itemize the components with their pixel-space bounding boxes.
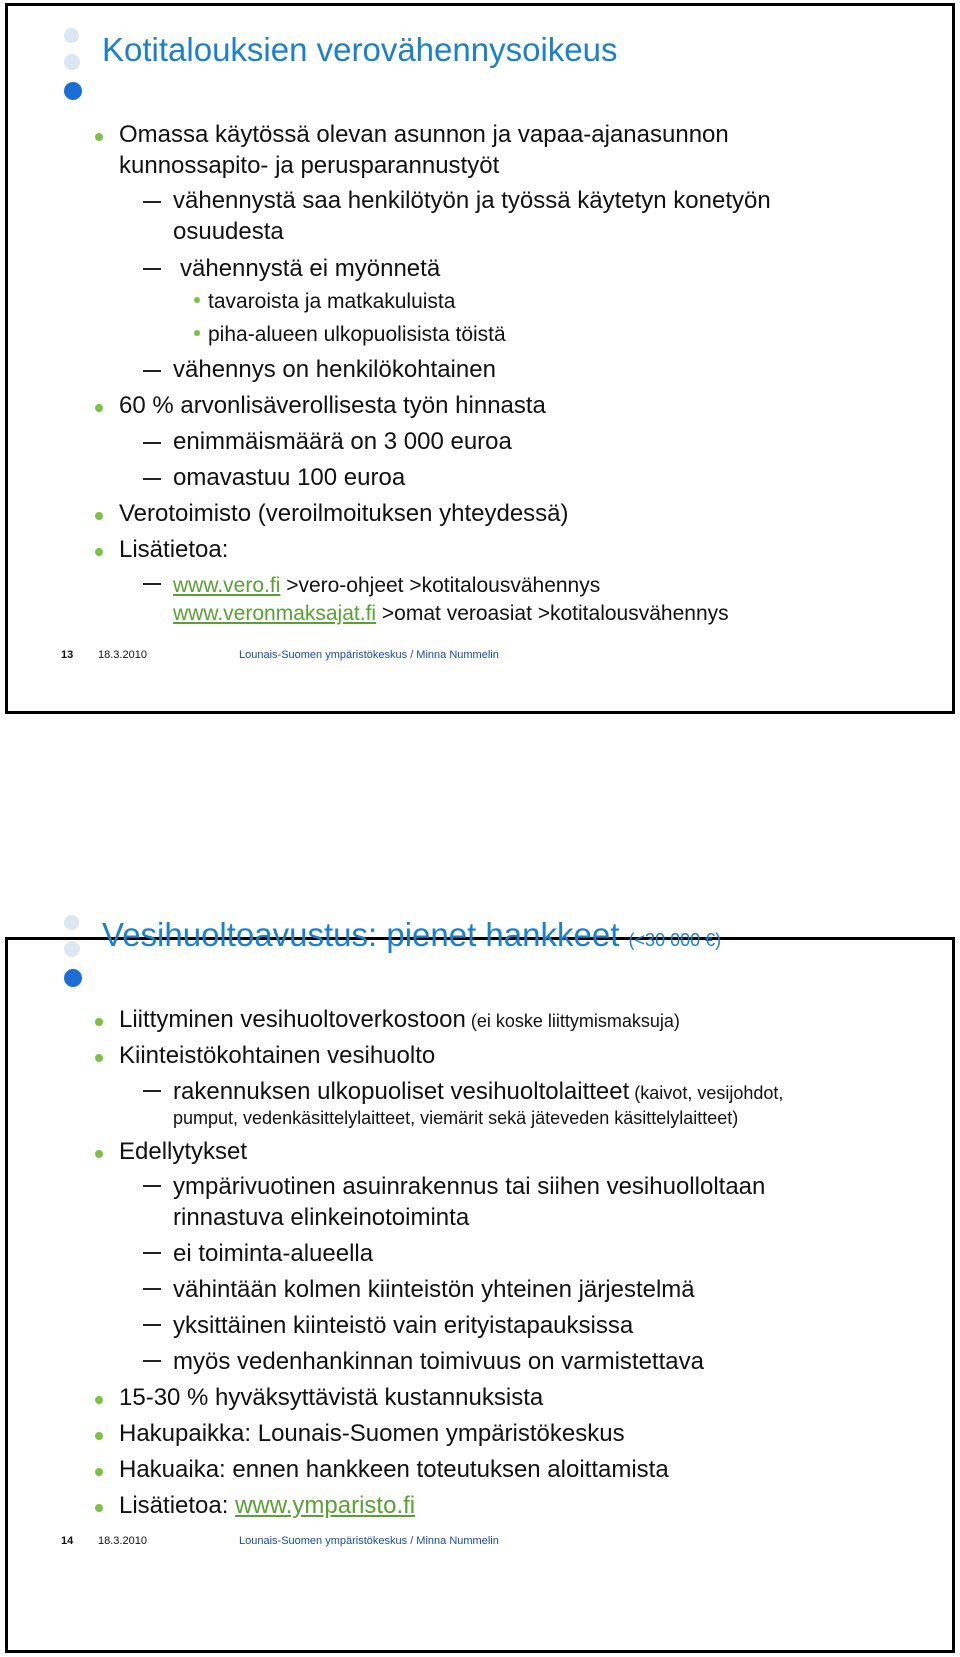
list-item: Verotoimisto (veroilmoituksen yhteydessä)	[119, 500, 569, 527]
list-item: Edellytykset	[119, 1138, 248, 1165]
slide-title	[102, 916, 721, 954]
list-item: vähennystä ei myönnetä	[180, 255, 441, 282]
link-veronmaksajat[interactable]: www.veronmaksajat.fi	[173, 602, 377, 625]
title-small: (<30 000 €)	[628, 930, 722, 950]
dash-icon	[143, 1185, 161, 1187]
dash-icon	[143, 268, 161, 270]
list-item: Hakupaikka: Lounais-Suomen ympäristökeskus	[119, 1420, 625, 1447]
dash-icon	[143, 370, 161, 372]
dash-icon	[143, 478, 161, 480]
bullet-icon	[95, 1018, 103, 1026]
bullet-icon	[95, 1468, 103, 1476]
list-item: kunnossapito- ja perusparannustyöt	[119, 152, 500, 179]
slide-title: Kotitalouksien verovähennysoikeus	[102, 31, 618, 68]
slide-number: 13	[61, 649, 74, 661]
bullet-icon	[95, 1432, 103, 1440]
list-item: rinnastuva elinkeinotoiminta	[173, 1204, 470, 1231]
dash-icon	[143, 1090, 161, 1092]
dash-icon	[143, 1360, 161, 1362]
bullet-icon	[95, 1054, 103, 1062]
slide-13	[5, 3, 955, 714]
dash-icon	[143, 1252, 161, 1254]
list-item: 60 % arvonlisäverollisesta työn hinnasta	[119, 392, 546, 419]
dot-icon	[64, 82, 82, 100]
slide-number: 14	[61, 1535, 74, 1547]
list-item: Lisätietoa: www.ymparisto.fi	[119, 1492, 416, 1519]
link-path: >vero-ohjeet >kotitalousvähennys	[280, 574, 601, 597]
list-item: omavastuu 100 euroa	[173, 464, 406, 491]
list-item: vähennys on henkilökohtainen	[173, 356, 496, 383]
list-item: 15-30 % hyväksyttävistä kustannuksista	[119, 1384, 544, 1411]
bullet-icon	[95, 404, 103, 412]
dot-icon	[64, 969, 82, 987]
title-main: Vesihuoltoavustus: pienet hankkeet	[102, 916, 620, 953]
dash-icon	[143, 583, 161, 585]
list-item: pumput, vedenkäsittelylaitteet, viemärit sekä jäteveden käsittelylaitteet)	[173, 1108, 739, 1128]
link-ymparisto[interactable]: www.ymparisto.fi	[235, 1492, 416, 1519]
dot-icon	[64, 915, 79, 930]
link-path: >omat veroasiat >kotitalousvähennys	[376, 602, 729, 625]
list-item: rakennuksen ulkopuoliset vesihuoltolaitteet (kaivot, vesijohdot,	[173, 1078, 784, 1105]
list-item: Omassa käytössä olevan asunnon ja vapaa-ajanasunnon	[119, 121, 729, 148]
list-item: Liittyminen vesihuoltoverkostoon (ei koske liittymismaksuja)	[119, 1006, 680, 1033]
bullet-icon	[95, 512, 103, 520]
dash-icon	[143, 1324, 161, 1326]
list-item: vähennystä saa henkilötyön ja työssä käytetyn konetyön	[173, 187, 771, 214]
bullet-icon	[194, 330, 200, 336]
dash-icon	[143, 1288, 161, 1290]
bullet-icon	[95, 548, 103, 556]
list-item: osuudesta	[173, 218, 284, 245]
slide-14	[5, 916, 955, 1653]
list-item: Lisätietoa:	[119, 536, 229, 563]
link-vero[interactable]: www.vero.fi	[173, 574, 281, 597]
bullet-icon	[194, 297, 200, 303]
footer-date: 18.3.2010	[98, 649, 147, 661]
bullet-icon	[95, 133, 103, 141]
list-item: piha-alueen ulkopuolisista töistä	[208, 323, 506, 346]
bullet-icon	[95, 1504, 103, 1512]
list-item: Kiinteistökohtainen vesihuolto	[119, 1042, 436, 1069]
list-item: tavaroista ja matkakuluista	[208, 290, 456, 313]
list-item: enimmäismäärä on 3 000 euroa	[173, 428, 512, 455]
list-item: yksittäinen kiinteistö vain erityistapauksissa	[173, 1312, 634, 1339]
footer-text: Lounais-Suomen ympäristökeskus / Minna Nummelin	[239, 1535, 499, 1547]
link-line	[173, 571, 600, 601]
dash-icon	[143, 201, 161, 203]
list-item: Hakuaika: ennen hankkeen toteutuksen aloittamista	[119, 1456, 669, 1483]
bullet-icon	[95, 1396, 103, 1404]
link-line	[173, 599, 729, 629]
list-item: myös vedenhankinnan toimivuus on varmistettava	[173, 1348, 704, 1375]
dot-icon	[64, 941, 80, 957]
footer-date: 18.3.2010	[98, 1535, 147, 1547]
dash-icon	[143, 442, 161, 444]
dot-icon	[64, 54, 80, 70]
list-item: vähintään kolmen kiinteistön yhteinen järjestelmä	[173, 1276, 695, 1303]
list-item: ei toiminta-alueella	[173, 1240, 374, 1267]
bullet-icon	[95, 1150, 103, 1158]
list-item: ympärivuotinen asuinrakennus tai siihen vesihuolloltaan	[173, 1173, 766, 1200]
dot-icon	[64, 28, 79, 43]
footer-text: Lounais-Suomen ympäristökeskus / Minna Nummelin	[239, 649, 499, 661]
